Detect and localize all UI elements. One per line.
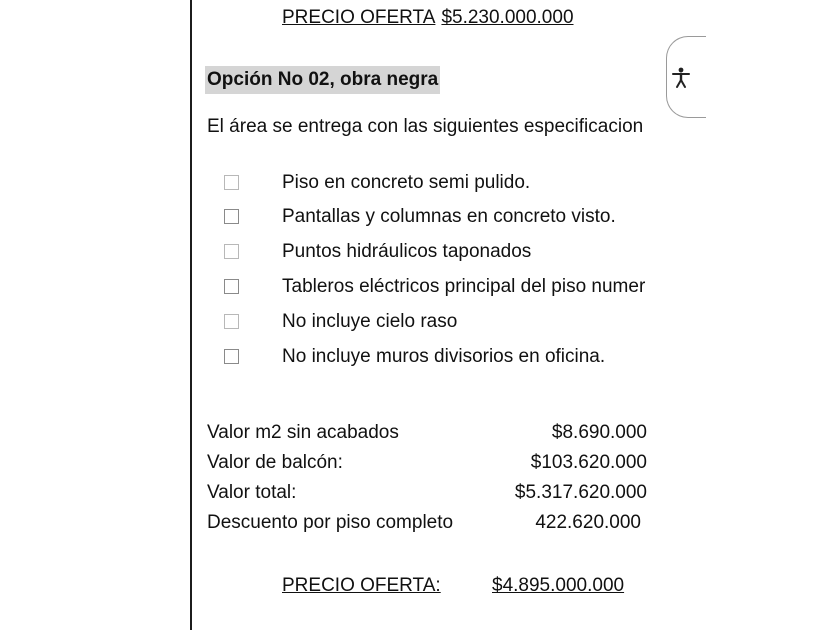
checkbox[interactable]: [224, 209, 239, 224]
price-row-label: Valor de balcón:: [207, 452, 343, 473]
spec-item-label: No incluye muros divisorios en oficina.: [282, 346, 606, 367]
final-price-label: PRECIO OFERTA:: [282, 575, 441, 596]
checkbox[interactable]: [224, 244, 239, 259]
spec-item: [224, 276, 694, 304]
price-row-label: Valor m2 sin acabados: [207, 422, 399, 443]
spec-item-label: Pantallas y columnas en concreto visto.: [282, 206, 616, 227]
price-row-value: $5.317.620.000: [514, 482, 647, 503]
spec-item: [224, 311, 694, 339]
checkbox[interactable]: [224, 349, 239, 364]
spec-item-label: No incluye cielo raso: [282, 311, 458, 332]
spec-item-label: Puntos hidráulicos taponados: [282, 241, 532, 262]
spec-item-label: Tableros eléctricos principal del piso numer: [282, 276, 646, 297]
spec-item: [224, 241, 694, 269]
accessibility-button[interactable]: [666, 36, 706, 118]
spec-item: [224, 172, 694, 200]
accessibility-person-icon: [671, 67, 691, 89]
checkbox[interactable]: [224, 279, 239, 294]
page-left-border: [190, 0, 192, 630]
top-price-value: $5.230.000.000: [441, 7, 574, 28]
price-row: [207, 422, 667, 450]
final-price-offer: [282, 575, 625, 597]
page-right-edge: [690, 100, 840, 300]
spec-item: [224, 346, 694, 374]
spec-item: [224, 206, 694, 234]
price-row-value: 422.620.000: [535, 512, 641, 533]
price-row-label: Descuento por piso completo: [207, 512, 454, 533]
spec-item-label: Piso en concreto semi pulido.: [282, 172, 531, 193]
price-row-label: Valor total:: [207, 482, 297, 503]
final-price-value: $4.895.000.000: [492, 575, 625, 596]
top-price-label: PRECIO OFERTA: [282, 7, 436, 28]
price-row: [207, 452, 667, 480]
price-row: [207, 482, 667, 510]
price-row-value: $103.620.000: [530, 452, 647, 473]
price-row: [207, 512, 667, 540]
price-row-value: $8.690.000: [551, 422, 647, 443]
option-heading: Opción No 02, obra negra: [205, 66, 440, 94]
checkbox[interactable]: [224, 175, 239, 190]
top-price-offer: [282, 7, 574, 29]
intro-text: El área se entrega con las siguientes especificacion: [207, 116, 644, 137]
checkbox[interactable]: [224, 314, 239, 329]
